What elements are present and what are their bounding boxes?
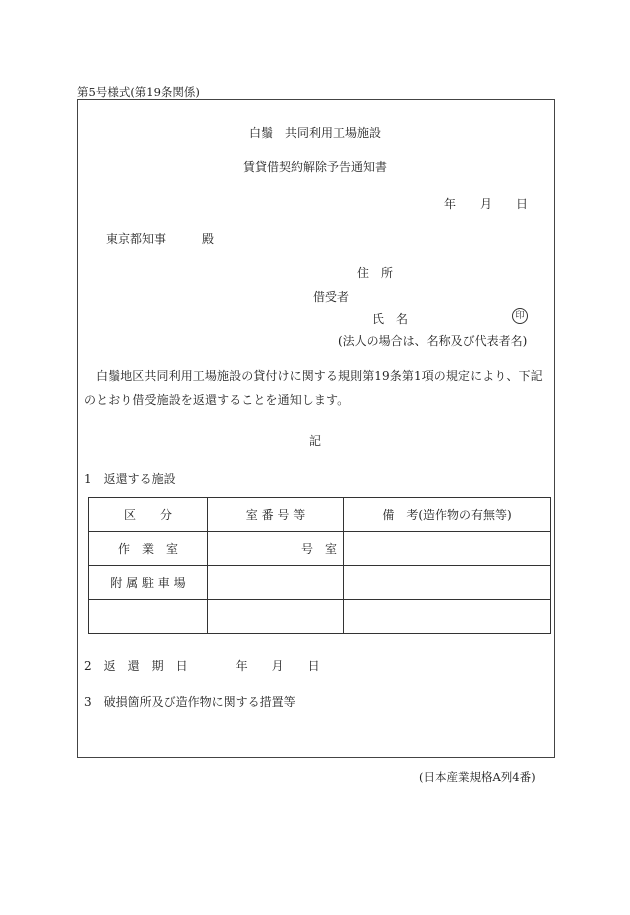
- table-cell: [89, 600, 208, 634]
- table-cell: 附 属 駐 車 場: [89, 566, 208, 600]
- table-header-cell: 区 分: [89, 498, 208, 532]
- date-day: 日: [516, 197, 529, 211]
- item-2-return-date: 2 返 還 期 日 年 月 日: [84, 659, 320, 673]
- addressee: 東京都知事 殿: [106, 232, 215, 246]
- table-cell: [344, 566, 551, 600]
- date-year: 年: [444, 197, 457, 211]
- table-cell: [344, 532, 551, 566]
- facility-title: 白鬚 共同利用工場施設: [248, 126, 381, 140]
- table-row: [89, 532, 551, 566]
- table-row: [89, 600, 551, 634]
- facility-table: [88, 497, 551, 634]
- table-cell: 作 業 室: [89, 532, 208, 566]
- form-number: 第5号様式(第19条関係): [77, 85, 200, 99]
- table-cell: [208, 600, 344, 634]
- item-3-measures: 3 破損箇所及び造作物に関する措置等: [84, 695, 296, 709]
- table-cell: 号 室: [208, 532, 344, 566]
- table-header-cell: 室 番 号 等: [208, 498, 344, 532]
- table-cell: [344, 600, 551, 634]
- ki-heading: 記: [308, 434, 321, 448]
- item-1-heading: 1 返還する施設: [84, 472, 176, 486]
- table-cell: [208, 566, 344, 600]
- document-title: 賃貸借契約解除予告通知書: [242, 160, 387, 174]
- borrower-label: 借受者: [313, 290, 350, 304]
- corporate-note: (法人の場合は、名称及び代表者名): [338, 334, 528, 348]
- table-header-cell: 備 考(造作物の有無等): [344, 498, 551, 532]
- paper-size-note: (日本産業規格A列4番): [419, 770, 536, 784]
- date-month: 月: [480, 197, 493, 211]
- date-line: [444, 195, 528, 212]
- table-row: [89, 566, 551, 600]
- body-paragraph: 白鬚地区共同利用工場施設の貸付けに関する規則第19条第1項の規定により、下記のとおり借受施設を返還することを通知します。: [84, 369, 543, 407]
- address-label: 住 所: [357, 266, 394, 280]
- table-header-row: [89, 498, 551, 532]
- name-label: 氏 名: [372, 312, 409, 326]
- seal-mark-icon: 印: [512, 308, 528, 324]
